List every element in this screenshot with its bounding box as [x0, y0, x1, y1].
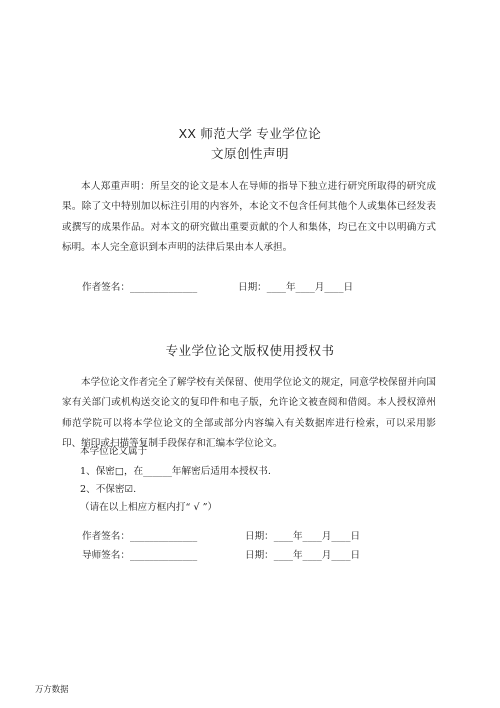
author-signature-field: 作者签名：______________ [82, 531, 198, 542]
author-signature-field: 作者签名：______________ [82, 282, 198, 293]
thesis-category-label: 本学位论文属于 [80, 446, 148, 457]
option-confidential: 1、保密□，在______年解密后适用本授权书. [80, 466, 271, 477]
author-date-field: 日期：____年____月____日 [245, 531, 361, 542]
authorization-title: 专业学位论文版权使用授权书 [165, 344, 335, 358]
declaration-title-line1: XX 师范大学 专业学位论 [178, 127, 322, 141]
advisor-signature-field: 导师签名：______________ [82, 550, 198, 561]
source-footer: 万方数据 [35, 684, 69, 694]
declaration-body: 本人郑重声明：所呈交的论文是本人在导师的指导下独立进行研究所取得的研究成果。除了文中特别加以标注引用的内容外，本论文不包含任何其他个人或集体已经发表或撰写的成果作品。对本文的研究做出重要贡献的个人和集体，均已在文中以明确方式标明。本人完全意识到本声明的法律后果由本人承担。 [62, 181, 436, 254]
author-signature-row [82, 531, 361, 543]
advisor-signature-row [82, 550, 361, 562]
checkbox-instruction-note: （请在以上相应方框内打“ √ ”） [80, 502, 218, 513]
declaration-signature-row [82, 282, 354, 294]
advisor-date-field: 日期：____年____月____日 [245, 550, 361, 561]
declaration-title-line2: 文原创性声明 [210, 147, 289, 161]
option-not-confidential: 2、不保密☑. [80, 484, 137, 495]
authorization-body: 本学位论文作者完全了解学校有关保留、使用学位论文的规定，同意学校保留并向国家有关部门或机构送交论文的复印件和电子版，允许论文被查阅和借阅。本人授权漳州师范学院可以将本学位论文的全部或部分内容编入有关数据库进行检索，可以采用影印、缩印或扫描等复制手段保存和汇编本学位论文。 [62, 377, 436, 450]
declaration-date-field: 日期：____年____月____日 [238, 282, 354, 293]
